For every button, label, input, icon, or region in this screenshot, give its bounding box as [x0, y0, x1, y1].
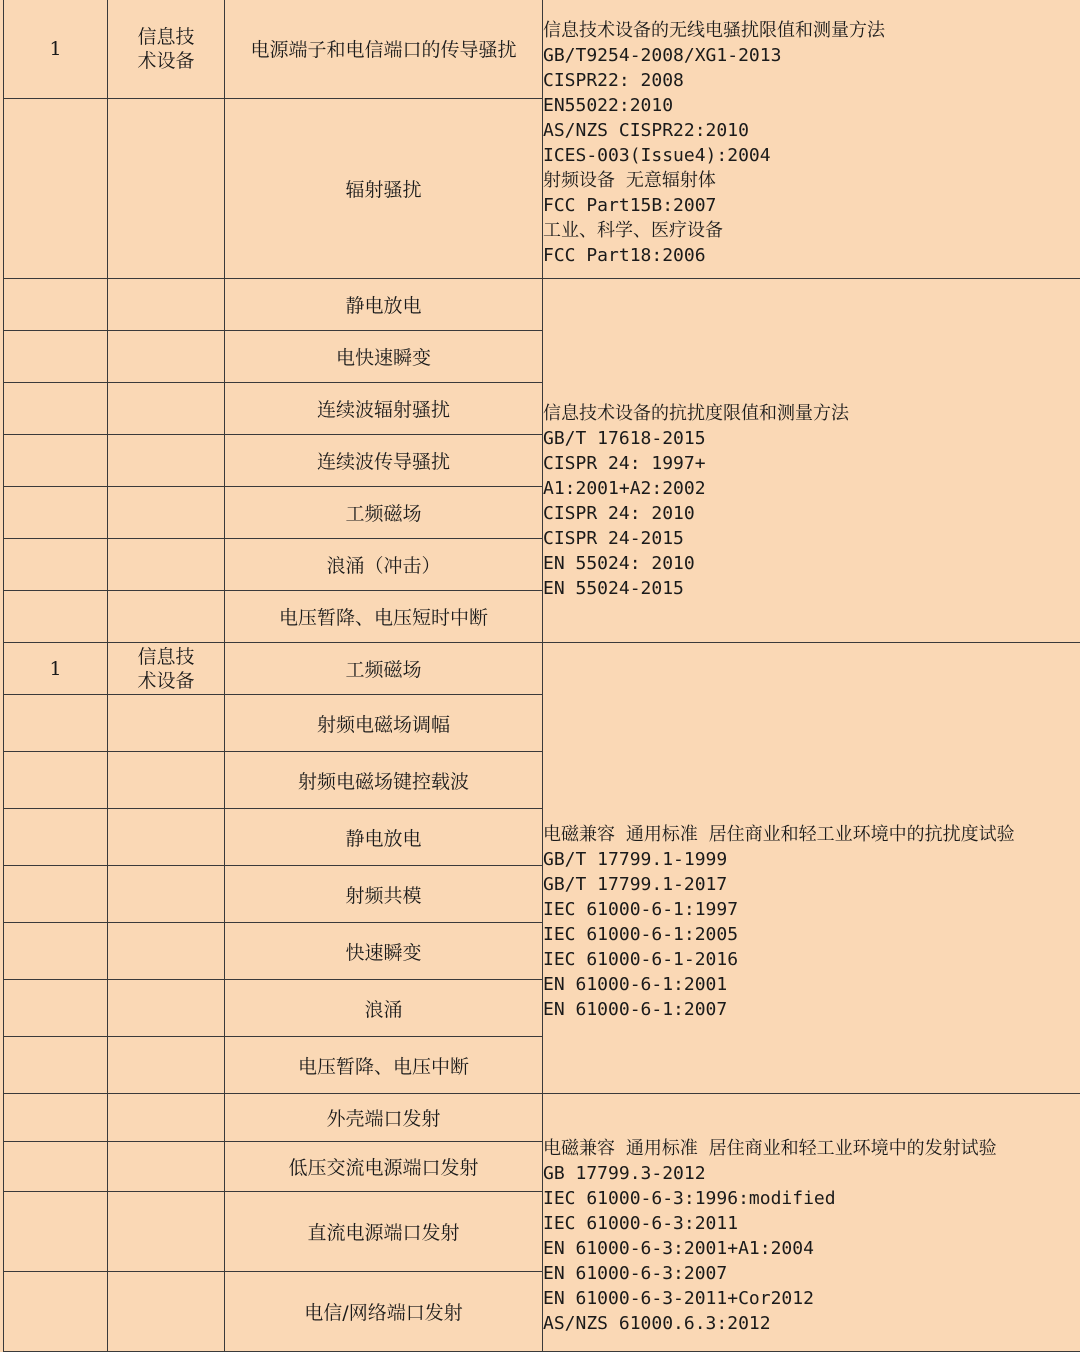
- row-number: [4, 1142, 108, 1192]
- row-number: [4, 809, 108, 866]
- test-item: 电压暂降、电压短时中断: [225, 591, 543, 643]
- test-item: 直流电源端口发射: [225, 1192, 543, 1272]
- test-item: 浪涌（冲击）: [225, 539, 543, 591]
- category-cell: [108, 435, 225, 487]
- standard-emission-generic: [543, 1094, 1080, 1352]
- row-number: [4, 1037, 108, 1094]
- test-item: 射频电磁场调幅: [225, 695, 543, 752]
- category-cell: [108, 0, 225, 99]
- standard-line: CISPR 24: 2010: [543, 501, 1080, 526]
- standard-line: EN55022:2010: [543, 93, 1080, 118]
- category-cell: [108, 383, 225, 435]
- standard-title: 电磁兼容 通用标准 居住商业和轻工业环境中的发射试验: [543, 1136, 1080, 1161]
- category-cell: [108, 695, 225, 752]
- standard-line: IEC 61000-6-3:2011: [543, 1211, 1080, 1236]
- category-line: 术设备: [108, 49, 224, 73]
- category-cell: [108, 1142, 225, 1192]
- row-number: [4, 695, 108, 752]
- test-item: 连续波传导骚扰: [225, 435, 543, 487]
- test-item: 工频磁场: [225, 643, 543, 695]
- test-item: 静电放电: [225, 279, 543, 331]
- standard-line: CISPR22: 2008: [543, 68, 1080, 93]
- standard-line: EN 61000-6-1:2007: [543, 997, 1080, 1022]
- category-line: 信息技: [108, 25, 224, 49]
- standards-table: [3, 0, 1080, 1352]
- row-number: [4, 99, 108, 279]
- category-cell: [108, 487, 225, 539]
- table-row: [4, 0, 1080, 99]
- test-item: 外壳端口发射: [225, 1094, 543, 1142]
- standard-line: FCC Part18:2006: [543, 243, 1080, 268]
- test-item: 电信/网络端口发射: [225, 1272, 543, 1352]
- row-number: [4, 1094, 108, 1142]
- test-item: 辐射骚扰: [225, 99, 543, 279]
- category-cell: [108, 1192, 225, 1272]
- table-row: [4, 1094, 1080, 1142]
- standard-line: ICES-003(Issue4):2004: [543, 143, 1080, 168]
- standard-line: IEC 61000-6-3:1996:modified: [543, 1186, 1080, 1211]
- test-item: 连续波辐射骚扰: [225, 383, 543, 435]
- row-number: [4, 487, 108, 539]
- row-number: [4, 539, 108, 591]
- row-number: 1: [4, 0, 108, 99]
- category-cell: [108, 539, 225, 591]
- row-number: [4, 383, 108, 435]
- table-row: [4, 279, 1080, 331]
- standard-line: A1:2001+A2:2002: [543, 476, 1080, 501]
- test-item: 静电放电: [225, 809, 543, 866]
- row-number: [4, 331, 108, 383]
- standard-line: EN 55024-2015: [543, 576, 1080, 601]
- standard-line: CISPR 24-2015: [543, 526, 1080, 551]
- test-item: 电压暂降、电压中断: [225, 1037, 543, 1094]
- category-cell: [108, 331, 225, 383]
- standard-emission-ite: [543, 0, 1080, 279]
- standard-line: EN 61000-6-3:2007: [543, 1261, 1080, 1286]
- standard-line: IEC 61000-6-1-2016: [543, 947, 1080, 972]
- standard-line: EN 61000-6-1:2001: [543, 972, 1080, 997]
- category-cell: [108, 591, 225, 643]
- standard-line: IEC 61000-6-1:1997: [543, 897, 1080, 922]
- standard-line: GB/T 17799.1-2017: [543, 872, 1080, 897]
- row-number: 1: [4, 643, 108, 695]
- standard-line: 射频设备 无意辐射体: [543, 168, 1080, 193]
- standard-line: GB/T 17799.1-1999: [543, 847, 1080, 872]
- category-line: 术设备: [108, 669, 224, 693]
- category-cell: [108, 643, 225, 695]
- category-cell: [108, 809, 225, 866]
- standard-line: AS/NZS 61000.6.3:2012: [543, 1311, 1080, 1336]
- category-cell: [108, 1094, 225, 1142]
- table-row: [4, 643, 1080, 695]
- test-item: 射频电磁场键控载波: [225, 752, 543, 809]
- row-number: [4, 1192, 108, 1272]
- category-cell: [108, 923, 225, 980]
- standard-line: CISPR 24: 1997+: [543, 451, 1080, 476]
- row-number: [4, 591, 108, 643]
- test-item: 电源端子和电信端口的传导骚扰: [225, 0, 543, 99]
- standard-line: EN 61000-6-3:2001+A1:2004: [543, 1236, 1080, 1261]
- standard-immunity-generic: [543, 643, 1080, 1094]
- standard-line: IEC 61000-6-1:2005: [543, 922, 1080, 947]
- standard-immunity-ite: [543, 279, 1080, 643]
- test-item: 低压交流电源端口发射: [225, 1142, 543, 1192]
- category-cell: [108, 866, 225, 923]
- standard-line: GB 17799.3-2012: [543, 1161, 1080, 1186]
- standard-line: GB/T 17618-2015: [543, 426, 1080, 451]
- category-cell: [108, 980, 225, 1037]
- row-number: [4, 752, 108, 809]
- category-line: 信息技: [108, 645, 224, 669]
- test-item: 浪涌: [225, 980, 543, 1037]
- row-number: [4, 866, 108, 923]
- standard-line: 工业、科学、医疗设备: [543, 218, 1080, 243]
- row-number: [4, 923, 108, 980]
- row-number: [4, 435, 108, 487]
- row-number: [4, 980, 108, 1037]
- standard-line: FCC Part15B:2007: [543, 193, 1080, 218]
- standard-line: EN 55024: 2010: [543, 551, 1080, 576]
- standard-line: GB/T9254-2008/XG1-2013: [543, 43, 1080, 68]
- category-cell: [108, 279, 225, 331]
- category-cell: [108, 752, 225, 809]
- standard-line: AS/NZS CISPR22:2010: [543, 118, 1080, 143]
- test-item: 电快速瞬变: [225, 331, 543, 383]
- test-item: 工频磁场: [225, 487, 543, 539]
- category-cell: [108, 99, 225, 279]
- standard-line: EN 61000-6-3-2011+Cor2012: [543, 1286, 1080, 1311]
- test-item: 快速瞬变: [225, 923, 543, 980]
- standard-title: 电磁兼容 通用标准 居住商业和轻工业环境中的抗扰度试验: [543, 822, 1080, 847]
- row-number: [4, 279, 108, 331]
- standard-title: 信息技术设备的抗扰度限值和测量方法: [543, 401, 1080, 426]
- test-item: 射频共模: [225, 866, 543, 923]
- category-cell: [108, 1037, 225, 1094]
- standard-title: 信息技术设备的无线电骚扰限值和测量方法: [543, 18, 1080, 43]
